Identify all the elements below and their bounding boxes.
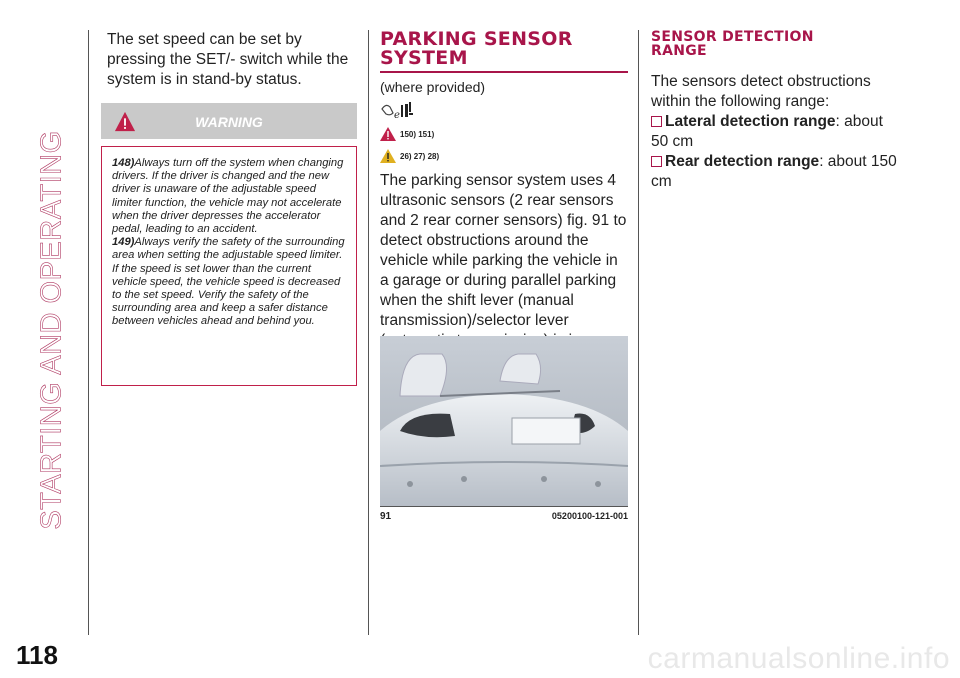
caution-refs: 26) 27) 28)	[400, 151, 440, 161]
section-title-line: PARKING SENSOR	[380, 28, 573, 50]
list-item	[651, 152, 901, 192]
chapter-title: STARTING AND OPERATING	[35, 130, 68, 530]
detection-intro: The sensors detect obstructions within the following range:	[651, 73, 871, 110]
availability-note: (where provided)	[380, 79, 486, 95]
title-underline	[380, 71, 628, 73]
column-divider	[638, 30, 639, 635]
figure-bottom-rule	[380, 506, 628, 507]
bullet-label: Lateral detection range	[665, 113, 836, 130]
checkbox-bullet-icon	[651, 116, 662, 127]
section-title-line: RANGE	[651, 43, 707, 59]
warning-ref: 148)	[112, 157, 135, 169]
speed-setting-text: The set speed can be set by pressing the SET/- switch while the system is in stand-by status.	[107, 31, 349, 88]
warning-text: Always turn off the system when changing drivers. If the driver is changed and the new driver is unaware of the adjustable speed limiter function, the vehicle may not accelerate when the driver depresses the accelerator pedal, leading to an accident.	[112, 157, 344, 236]
warning-item	[112, 236, 348, 328]
figure-code: 05200100-121-001	[551, 511, 628, 521]
warning-triangle-icon	[380, 127, 396, 141]
warning-header	[101, 103, 357, 139]
section-title-line: SYSTEM	[380, 47, 468, 69]
bullet-label: Rear detection range	[665, 153, 820, 170]
list-item	[651, 112, 901, 152]
warning-text: Always verify the safety of the surrounding area when setting the adjustable speed limiter. If the speed is set lower than the current vehicle speed, the vehicle speed is decreased to the set speed. Verify the safety of the surrounding area and keep a safer distance between vehicles ahead and behind you.	[112, 236, 345, 328]
bullet-value: : about 150 cm	[651, 153, 897, 190]
page-number: 118	[16, 640, 58, 670]
availability-market-icon	[380, 99, 420, 121]
watermark: carmanualsonline.info	[647, 642, 950, 675]
caution-reference-row	[380, 147, 628, 165]
warning-reference-row	[380, 125, 628, 143]
checkbox-bullet-icon	[651, 156, 662, 167]
warning-ref: 149)	[112, 236, 135, 249]
parking-sensor-description: The parking sensor system uses 4 ultrasonic sensors (2 rear sensors and 2 rear corner sensors) fig. 91 to detect obstructions around the vehicle while parking the vehicle in a garage or during parallel parking when the shift lever (manual transmission)/selector lever	[380, 172, 627, 329]
column-3	[651, 30, 901, 192]
section-title-line: SENSOR DETECTION	[651, 29, 814, 45]
warning-title: WARNING	[195, 114, 263, 130]
caution-triangle-icon	[380, 149, 396, 163]
car-rear-figure	[380, 336, 628, 506]
column-divider	[368, 30, 369, 635]
warning-refs: 150) 151)	[400, 129, 435, 139]
sidebar-divider	[88, 30, 89, 635]
column-1	[107, 30, 357, 90]
warning-box	[101, 146, 357, 386]
figure-number: 91	[380, 511, 392, 522]
svg-text:e: e	[394, 110, 400, 121]
car-rear-illustration	[380, 336, 628, 506]
column-2	[380, 30, 628, 371]
bullet-value: : about 50 cm	[651, 113, 883, 150]
warning-item	[112, 157, 348, 236]
figure-caption	[380, 511, 628, 522]
